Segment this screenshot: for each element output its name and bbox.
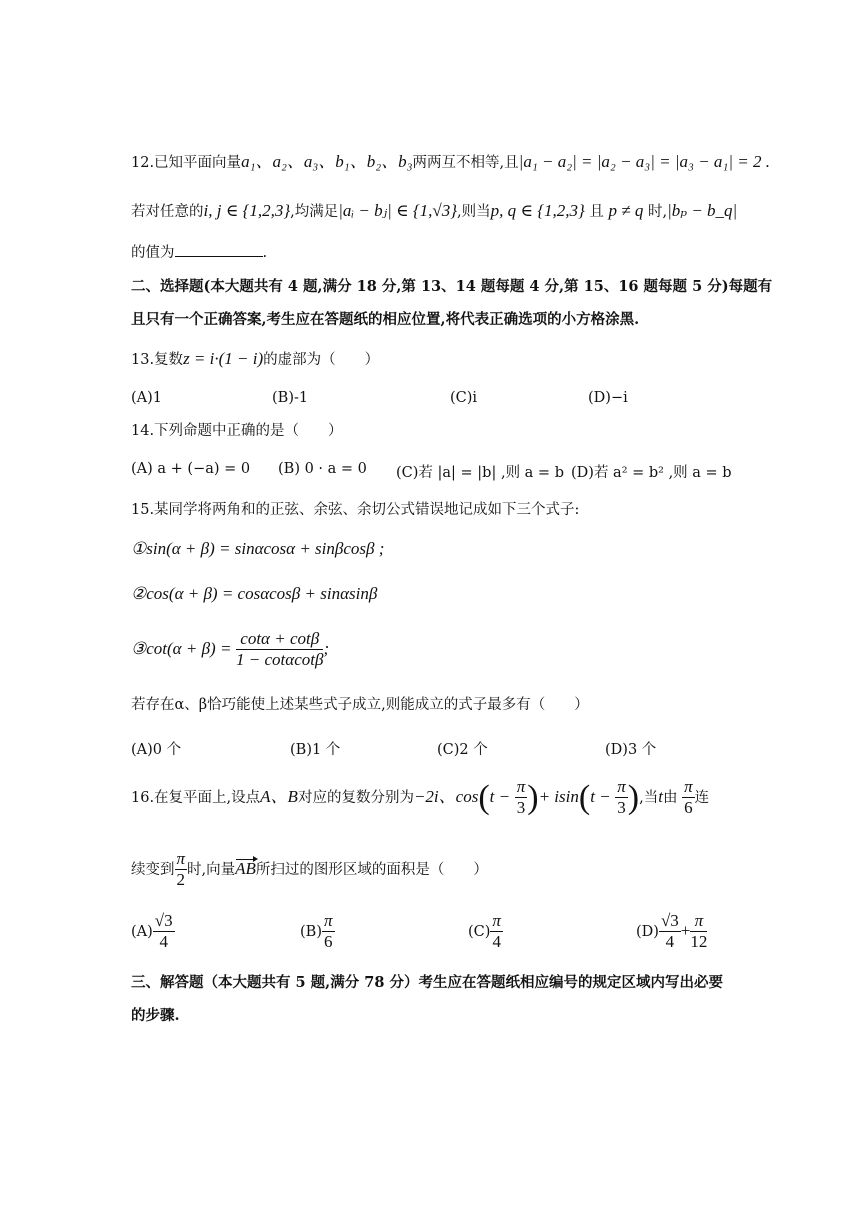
q15-formula-1: ①sin(α + β) = sinαcosα + sinβcosβ ;: [131, 539, 385, 558]
section2-header-line1: 二、选择题(本大题共有 4 题,满分 18 分,第 13、14 题每题 4 分,第 15、16 题每题 5 分)每题有: [131, 278, 773, 295]
q14-option-d[interactable]: (D)若 a² = b² ,则 a = b: [571, 465, 732, 481]
q16-opt-c-num: π: [492, 911, 501, 930]
q12-text-i: 时,: [647, 204, 668, 220]
q16-left-paren-1: (: [478, 779, 490, 817]
q16-line2-c: 所扫过的图形区域的面积是（ ）: [255, 862, 488, 879]
q16-line2: [131, 850, 488, 890]
q16-left-paren-2: (: [578, 779, 591, 817]
q16-frac-pi-6: [682, 778, 695, 818]
q16-opt-c-den: 4: [492, 931, 501, 951]
q16-opt-b-frac: [322, 912, 335, 952]
section2-header-line2: 且只有一个正确答案,考生应在答题纸的相应位置,将代表正确选项的小方格涂黑.: [131, 311, 640, 328]
q15-formula-2: ②cos(α + β) = cosαcosβ + sinαsinβ: [131, 584, 378, 603]
q16-right-paren-1: ): [527, 779, 539, 817]
q16-six-den: 6: [684, 797, 693, 817]
q12-mid: 两两互不相等,且: [412, 155, 519, 171]
q15-option-d[interactable]: (D)3 个: [605, 742, 657, 758]
q16-opt-d-num1: √3: [660, 911, 679, 930]
q14-option-b[interactable]: (B) 0 · a = 0: [278, 461, 367, 477]
q16-frac-pi-3-a: [515, 778, 528, 818]
q16-line1: [131, 778, 709, 818]
q15-f3-left: ③cot(α + β) =: [131, 639, 232, 659]
q16-text-g: ,当: [639, 790, 659, 807]
q16-opt-b-label: (B): [300, 924, 322, 941]
q16-t-minus-1: t −: [489, 787, 511, 807]
q15-option-a[interactable]: (A)0 个: [131, 742, 182, 758]
q13-option-c[interactable]: (C)i: [450, 390, 478, 406]
q16-opt-d-frac1: [659, 912, 681, 952]
q16-t-minus-2: t −: [590, 787, 611, 807]
q16-points: A、B: [260, 787, 298, 807]
q16-opt-d-num2: π: [690, 912, 707, 932]
q16-pi-num-2: π: [617, 777, 626, 796]
q12-answer-blank[interactable]: [175, 256, 263, 257]
q16-right-paren-2: ): [627, 779, 640, 817]
q16-opt-c-label: (C): [468, 924, 491, 941]
q16-frac-pi-3-b: [615, 778, 628, 818]
q16-pi-num-1: π: [516, 777, 526, 796]
q12-end: .: [262, 245, 268, 261]
q13-option-d[interactable]: (D)−i: [588, 390, 628, 406]
q16-three-den-1: 3: [516, 797, 526, 817]
q12-equation: |a₁ − a₂| = |a₂ − a₃| = |a₃ − a₁| = 2 .: [518, 152, 770, 171]
q16-option-d[interactable]: [636, 912, 707, 952]
q16-t: t: [658, 787, 663, 807]
q14-option-c[interactable]: (C)若 |a| = |b| ,则 a = b: [396, 465, 564, 481]
q16-text-i: 连: [694, 790, 710, 807]
q16-text-a: 16.在复平面上,设点: [131, 790, 261, 807]
q12-text-g: 且: [589, 204, 604, 220]
q13-text-a: 13.复数: [131, 352, 184, 368]
q16-opt-d-plus: +: [680, 921, 691, 941]
q16-option-b[interactable]: [300, 912, 335, 952]
q16-opt-a-label: (A): [131, 924, 153, 941]
q12-text-a: 若对任意的: [131, 204, 204, 220]
q12-vectors: a₁、a₂、a₃、b₁、b₂、b₃: [241, 152, 413, 171]
q13-math: z = i·(1 − i): [183, 349, 264, 368]
q12-answer-label: 的值为: [131, 245, 175, 261]
q15-f3-end: ;: [323, 639, 330, 659]
q16-opt-a-num: √3: [154, 911, 173, 930]
q15-f3-fraction: [236, 630, 323, 670]
q12-math-h: p ≠ q: [608, 201, 644, 220]
q12-math-b: i, j ∈ {1,2,3}: [203, 201, 291, 220]
q15-f3-numerator: cotα + cotβ: [236, 630, 323, 650]
q12-text-e: ,则当: [457, 204, 491, 220]
q14-option-a[interactable]: (A) a + (−a) = 0: [131, 461, 251, 477]
q16-opt-d-label: (D): [636, 924, 659, 941]
q13-option-a[interactable]: (A)1: [131, 390, 163, 406]
q12-math-j: |bₚ − b_q|: [667, 201, 738, 220]
q12-text-c: ,均满足: [290, 204, 339, 220]
q16-pi-num-4: π: [176, 849, 186, 868]
q16-text-h: 由: [662, 790, 678, 807]
q13-option-b[interactable]: (B)-1: [272, 390, 309, 406]
q15-question: 若存在α、β恰巧能使上述某些式子成立,则能成立的式子最多有（ ）: [131, 697, 589, 713]
q12-math-f: p, q ∈ {1,2,3}: [490, 201, 585, 220]
q16-pi-num-3: π: [684, 777, 693, 796]
q16-opt-d-den2: 12: [690, 931, 708, 951]
q12-math-d: |aᵢ − bⱼ| ∈ {1,√3}: [338, 201, 458, 220]
q16-line2-a: 续变到: [131, 862, 175, 879]
q12-line3: [131, 246, 267, 261]
q16-opt-b-num: π: [323, 911, 333, 930]
q16-opt-d-frac2: [690, 912, 707, 952]
q16-opt-d-den1: 4: [665, 931, 675, 951]
q15-f3-denominator: 1 − cotαcotβ: [236, 649, 324, 669]
q15-option-b[interactable]: (B)1 个: [290, 742, 341, 758]
q15-stem: 15.某同学将两角和的正弦、余弦、余切公式错误地记成如下三个式子:: [131, 502, 580, 518]
q12-line1: [131, 153, 770, 171]
q16-frac-pi-2: [175, 850, 188, 890]
q12-line2: [131, 202, 737, 220]
q16-opt-b-den: 6: [324, 931, 333, 951]
q16-option-a[interactable]: [131, 912, 175, 952]
q13-stem: [131, 350, 379, 368]
q16-two-den: 2: [176, 869, 186, 889]
q16-line2-b: 时,向量: [187, 862, 236, 879]
q15-option-c[interactable]: (C)2 个: [437, 742, 488, 758]
q16-opt-a-frac: [153, 912, 175, 952]
q16-isin: + isin: [538, 787, 579, 807]
q14-stem: 14.下列命题中正确的是（ ）: [131, 423, 343, 439]
section3-header-line2: 的步骤.: [131, 1007, 180, 1024]
q16-three-den-2: 3: [617, 797, 626, 817]
q16-opt-c-frac: [490, 912, 503, 952]
q16-math-d: −2i、cos: [413, 787, 479, 807]
q16-option-c[interactable]: [468, 912, 503, 952]
q12-prefix: 12.已知平面向量: [131, 155, 242, 171]
q13-text-b: 的虚部为（ ）: [263, 352, 380, 368]
q16-text-c: 对应的复数分别为: [297, 790, 414, 807]
q16-vector-ab: AB: [235, 859, 256, 879]
q15-formula-3: [131, 630, 329, 670]
q16-opt-a-den: 4: [159, 931, 168, 951]
section3-header-line1: 三、解答题（本大题共有 5 题,满分 78 分）考生应在答题纸相应编号的规定区域内写出必要: [131, 974, 724, 991]
